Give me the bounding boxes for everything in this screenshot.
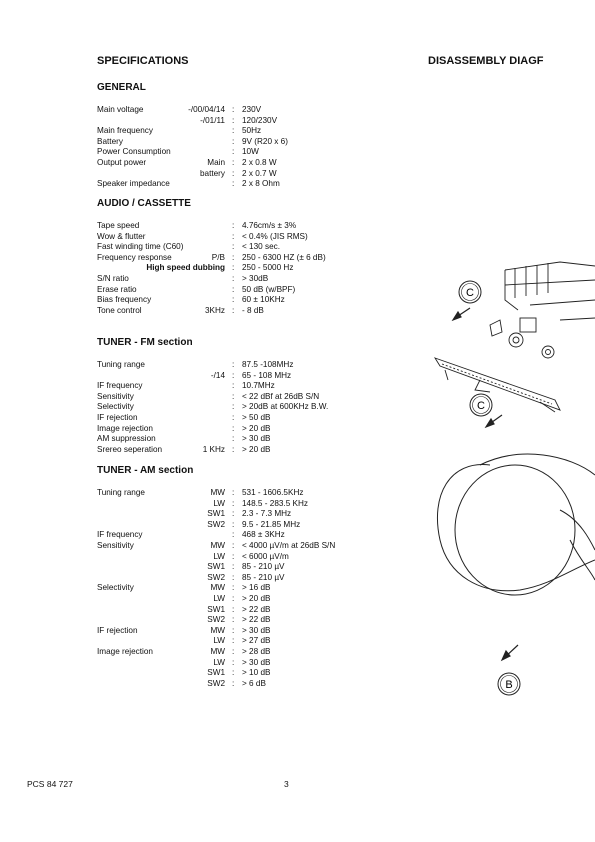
spec-value: 85 - 210 µV	[242, 572, 285, 582]
spec-colon: :	[232, 423, 235, 433]
spec-colon: :	[232, 657, 235, 667]
spec-value: 60 ± 10KHz	[242, 295, 285, 305]
spec-value: > 20 dB	[242, 423, 271, 433]
spec-colon: :	[232, 434, 235, 444]
svg-text:B: B	[505, 679, 513, 691]
spec-value: < 130 sec.	[242, 242, 281, 252]
spec-colon: :	[232, 252, 235, 262]
spec-label: Wow & flutter	[97, 231, 146, 241]
spec-value: 50Hz	[242, 126, 262, 136]
spec-label: Fast winding time (C60)	[97, 242, 184, 252]
spec-label: Battery	[97, 136, 123, 146]
spec-colon: :	[232, 295, 235, 305]
spec-value: > 10 dB	[242, 668, 271, 678]
spec-label: Power Consumption	[97, 147, 171, 157]
spec-value: < 4000 µV/m at 26dB S/N	[242, 541, 336, 550]
spec-sublabel: SW1	[207, 604, 225, 614]
spec-colon: :	[232, 413, 235, 422]
spec-sublabel: High speed dubbing	[146, 263, 225, 273]
spec-label: IF rejection	[97, 625, 138, 635]
spec-sublabel: -/01/11	[200, 115, 225, 125]
spec-value: 65 - 108 MHz	[242, 370, 292, 380]
spec-sublabel: -/14	[210, 370, 225, 380]
page-number: 3	[284, 779, 289, 789]
spec-value: < 0.4% (JIS RMS)	[242, 231, 308, 241]
spec-sublabel: SW1	[207, 562, 225, 572]
section-heading: AUDIO / CASSETTE	[97, 198, 191, 209]
diagram-title: DISASSEMBLY DIAGF	[428, 55, 544, 67]
spec-value: 250 - 6300 HZ (± 6 dB)	[242, 252, 326, 262]
spec-value: > 22 dB	[242, 615, 271, 625]
spec-value: 2 x 8 Ohm	[242, 179, 280, 189]
spec-value: 10W	[242, 147, 259, 157]
spec-value: - 8 dB	[242, 305, 264, 315]
spec-sublabel: -/00/04/14	[188, 105, 225, 114]
spec-colon: :	[232, 530, 235, 540]
spec-sublabel: SW2	[207, 678, 225, 688]
spec-colon: :	[232, 115, 235, 125]
spec-row	[0, 116, 595, 126]
callout-b	[498, 673, 520, 695]
spec-sublabel: 3KHz	[204, 305, 225, 315]
spec-value: 2.3 - 7.3 MHz	[242, 509, 292, 519]
disassembly-diagram	[420, 240, 595, 710]
spec-colon: :	[232, 583, 235, 593]
spec-sublabel: SW2	[207, 615, 225, 625]
spec-colon: :	[232, 242, 235, 252]
spec-sublabel: P/B	[211, 252, 225, 262]
spec-sublabel: SW1	[207, 668, 225, 678]
spec-colon: :	[232, 158, 235, 167]
spec-colon: :	[232, 402, 235, 412]
section-heading: TUNER - FM section	[97, 337, 193, 348]
spec-colon: :	[232, 168, 235, 178]
spec-row	[0, 158, 595, 168]
spec-value: 9V (R20 x 6)	[242, 136, 288, 146]
spec-label: IF frequency	[97, 381, 143, 391]
spec-sublabel: MW	[210, 488, 225, 497]
speaker-housing-drawing	[437, 454, 595, 595]
spec-sublabel: 1 KHz	[202, 444, 225, 454]
spec-value: 148.5 - 283.5 KHz	[242, 498, 308, 508]
spec-label: IF frequency	[97, 530, 143, 540]
spec-value: > 27 dB	[242, 636, 271, 646]
spec-label: Image rejection	[97, 647, 153, 656]
spec-label: Tuning range	[97, 488, 145, 497]
spec-sublabel: MW	[210, 583, 225, 593]
spec-label: Tuning range	[97, 360, 145, 369]
spec-value: > 6 dB	[242, 678, 266, 688]
spec-colon: :	[232, 615, 235, 625]
spec-colon: :	[232, 562, 235, 572]
spec-row	[0, 179, 595, 189]
spec-colon: :	[232, 381, 235, 391]
spec-colon: :	[232, 370, 235, 380]
section-heading: GENERAL	[97, 82, 146, 93]
spec-colon: :	[232, 391, 235, 401]
spec-colon: :	[232, 179, 235, 189]
spec-colon: :	[232, 136, 235, 146]
spec-row	[0, 126, 595, 136]
spec-sublabel: SW2	[207, 519, 225, 529]
spec-sublabel: Main	[207, 158, 225, 167]
spec-colon: :	[232, 284, 235, 294]
spec-label: Bias frequency	[97, 295, 152, 305]
spec-label: Sensitivity	[97, 541, 134, 550]
spec-value: > 20 dB	[242, 594, 271, 603]
spec-label: Erase ratio	[97, 284, 137, 294]
spec-value: > 30 dB	[242, 434, 271, 444]
spec-row	[0, 221, 595, 231]
spec-colon: :	[232, 498, 235, 508]
spec-colon: :	[232, 444, 235, 454]
spec-label: Output power	[97, 158, 147, 167]
spec-sublabel: SW1	[207, 509, 225, 519]
spec-value: 120/230V	[242, 115, 278, 125]
spec-row	[0, 105, 595, 115]
spec-colon: :	[232, 668, 235, 678]
callout-c-middle	[470, 394, 492, 416]
spec-colon: :	[232, 360, 235, 369]
spec-colon: :	[232, 594, 235, 603]
spec-colon: :	[232, 231, 235, 241]
spec-sublabel: LW	[213, 594, 225, 603]
spec-value: 250 - 5000 Hz	[242, 263, 294, 273]
spec-label: Selectivity	[97, 402, 134, 412]
spec-label: S/N ratio	[97, 274, 129, 283]
spec-sublabel: LW	[213, 657, 225, 667]
spec-colon: :	[232, 509, 235, 519]
spec-colon: :	[232, 647, 235, 656]
spec-value: > 28 dB	[242, 647, 271, 656]
spec-value: 85 - 210 µV	[242, 562, 285, 572]
spec-value: > 50 dB	[242, 413, 271, 422]
spec-sublabel: LW	[213, 636, 225, 646]
spec-label: Speaker impedance	[97, 179, 170, 189]
spec-colon: :	[232, 147, 235, 157]
spec-value: > 16 dB	[242, 583, 271, 593]
spec-colon: :	[232, 636, 235, 646]
page-title: SPECIFICATIONS	[97, 55, 189, 67]
spec-label: Sensitivity	[97, 391, 134, 401]
spec-value: > 30 dB	[242, 657, 271, 667]
spec-value: > 20 dB	[242, 444, 271, 454]
spec-sublabel: MW	[210, 647, 225, 656]
spec-value: 468 ± 3KHz	[242, 530, 285, 540]
spec-colon: :	[232, 221, 235, 230]
spec-value: 2 x 0.7 W	[242, 168, 277, 178]
spec-label: Tone control	[97, 305, 142, 315]
spec-row	[0, 137, 595, 147]
spec-sublabel: MW	[210, 541, 225, 550]
spec-colon: :	[232, 678, 235, 688]
spec-value: 230V	[242, 105, 262, 114]
spec-value: 531 - 1606.5KHz	[242, 488, 304, 497]
spec-label: Selectivity	[97, 583, 134, 593]
svg-text:C: C	[477, 400, 485, 412]
spec-sublabel: LW	[213, 551, 225, 561]
spec-value: 2 x 0.8 W	[242, 158, 277, 167]
spec-row	[0, 147, 595, 157]
spec-colon: :	[232, 263, 235, 273]
spec-label: Frequency response	[97, 252, 172, 262]
arrow-icon	[502, 645, 518, 660]
spec-colon: :	[232, 519, 235, 529]
spec-value: < 6000 µV/m	[242, 551, 289, 561]
spec-label: Tape speed	[97, 221, 140, 230]
spec-value: 9.5 - 21.85 MHz	[242, 519, 301, 529]
callout-c-top	[459, 281, 481, 303]
spec-value: 50 dB (w/BPF)	[242, 284, 296, 294]
spec-label: AM suppression	[97, 434, 156, 444]
footer-doc-code: PCS 84 727	[27, 779, 73, 789]
spec-value: 87.5 -108MHz	[242, 360, 294, 369]
spec-value: < 22 dBf at 26dB S/N	[242, 391, 320, 401]
spec-value: > 20dB at 600KHz B.W.	[242, 402, 329, 412]
spec-value: > 22 dB	[242, 604, 271, 614]
spec-colon: :	[232, 572, 235, 582]
spec-value: > 30dB	[242, 274, 269, 283]
spec-label: Main frequency	[97, 126, 153, 136]
spec-row	[0, 169, 595, 179]
rail-drawing	[435, 358, 560, 412]
arrow-icon	[486, 415, 502, 427]
spec-colon: :	[232, 551, 235, 561]
spec-sublabel: SW2	[207, 572, 225, 582]
spec-label: Main voltage	[97, 105, 144, 114]
arrow-icon	[453, 308, 470, 320]
spec-colon: :	[232, 305, 235, 315]
spec-colon: :	[232, 541, 235, 550]
section-heading: TUNER - AM section	[97, 465, 194, 476]
spec-sublabel: MW	[210, 625, 225, 635]
spec-label: IF rejection	[97, 413, 138, 422]
spec-value: 4.76cm/s ± 3%	[242, 221, 297, 230]
spec-colon: :	[232, 105, 235, 114]
spec-label: Srereo seperation	[97, 444, 163, 454]
spec-label: Image rejection	[97, 423, 153, 433]
cassette-mechanism-drawing	[490, 262, 595, 358]
spec-colon: :	[232, 625, 235, 635]
spec-colon: :	[232, 604, 235, 614]
spec-sublabel: LW	[213, 498, 225, 508]
svg-text:C: C	[466, 287, 474, 299]
spec-colon: :	[232, 488, 235, 497]
spec-value: 10.7MHz	[242, 381, 275, 391]
spec-sublabel: battery	[199, 168, 225, 178]
spec-colon: :	[232, 274, 235, 283]
spec-value: > 30 dB	[242, 625, 271, 635]
spec-colon: :	[232, 126, 235, 136]
